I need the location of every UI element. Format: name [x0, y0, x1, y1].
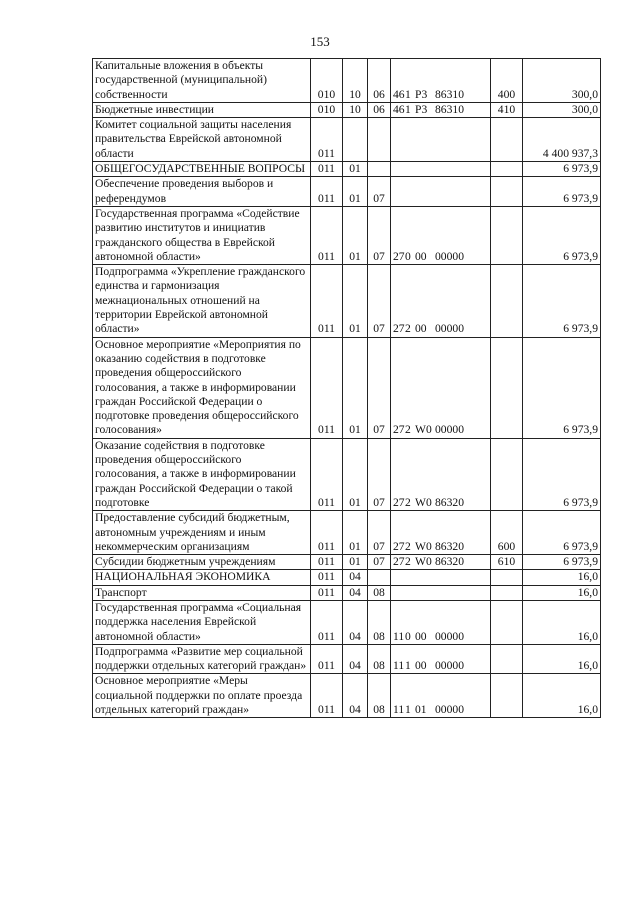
program-code: 27: [393, 249, 405, 263]
subsection-code: 06: [368, 102, 391, 117]
event-code: Р3: [415, 87, 428, 101]
program-code: 11: [393, 659, 405, 673]
expense-type-code: [491, 570, 523, 585]
event-code: W0: [415, 539, 432, 553]
expense-type-code: [491, 206, 523, 264]
ministry-code: 010: [311, 102, 343, 117]
subprogram-code: 1: [405, 659, 411, 673]
table-row: [93, 555, 601, 570]
ministry-code: 011: [311, 177, 343, 207]
row-name: Бюджетные инвестиции: [93, 102, 311, 117]
table-row: [93, 585, 601, 600]
amount: 6 973,9: [523, 206, 601, 264]
section-code: 01: [343, 555, 368, 570]
ministry-code: 011: [311, 337, 343, 438]
amount: 6 973,9: [523, 265, 601, 337]
row-name: Транспорт: [93, 585, 311, 600]
ministry-code: 011: [311, 644, 343, 674]
ministry-code: 011: [311, 674, 343, 718]
expense-type-code: [491, 438, 523, 510]
subsection-code: 08: [368, 600, 391, 644]
row-name: Основное мероприятие «Мероприятия по оказанию содействия в подготовке проведения общероссийского голосования, а также в информировании граждан Российской Федерации о подготовке проведения общероссийского голосования»: [93, 337, 311, 438]
expense-type-code: [491, 162, 523, 177]
target-article-code: [391, 555, 491, 570]
target-article-code: [391, 337, 491, 438]
section-code: 01: [343, 206, 368, 264]
section-code: 01: [343, 162, 368, 177]
direction-code: 00000: [435, 322, 464, 336]
target-article-code: [391, 162, 491, 177]
subsection-code: 08: [368, 585, 391, 600]
row-name: Основное мероприятие «Меры социальной поддержки по оплате проезда отдельных категорий граждан»: [93, 674, 311, 718]
table-row: [93, 570, 601, 585]
row-name: Государственная программа «Социальная поддержка населения Еврейской автономной области»: [93, 600, 311, 644]
amount: 6 973,9: [523, 438, 601, 510]
amount: 300,0: [523, 102, 601, 117]
ministry-code: 011: [311, 438, 343, 510]
subprogram-code: 1: [405, 87, 411, 101]
subsection-code: [368, 118, 391, 162]
program-code: 27: [393, 423, 405, 437]
section-code: 10: [343, 102, 368, 117]
event-code: W0: [415, 495, 432, 509]
direction-code: 00000: [435, 629, 464, 643]
amount: 16,0: [523, 644, 601, 674]
direction-code: 00000: [435, 659, 464, 673]
subsection-code: 08: [368, 644, 391, 674]
target-article-code: [391, 438, 491, 510]
amount: 6 973,9: [523, 177, 601, 207]
expense-type-code: [491, 265, 523, 337]
target-article-code: [391, 59, 491, 103]
event-code: 00: [415, 659, 427, 673]
direction-code: 86320: [435, 539, 464, 553]
expense-type-code: 610: [491, 555, 523, 570]
section-code: 01: [343, 511, 368, 555]
amount: 6 973,9: [523, 337, 601, 438]
subsection-code: 07: [368, 206, 391, 264]
ministry-code: 011: [311, 118, 343, 162]
section-code: 04: [343, 674, 368, 718]
row-name: Государственная программа «Содействие развитию институтов и инициатив гражданского общества в Еврейской автономной области»: [93, 206, 311, 264]
direction-code: 86310: [435, 102, 464, 116]
row-name: Оказание содействия в подготовке проведения общероссийского голосования, а также в информировании граждан Российской Федерации о такой подготовке: [93, 438, 311, 510]
table-row: [93, 102, 601, 117]
program-code: 46: [393, 102, 405, 116]
section-code: 04: [343, 644, 368, 674]
target-article-code: [391, 206, 491, 264]
expense-type-code: [491, 177, 523, 207]
subsection-code: 07: [368, 337, 391, 438]
section-code: 01: [343, 438, 368, 510]
row-name: Подпрограмма «Укрепление гражданского единства и гармонизация межнациональных отношений на территории Еврейской автономной области»: [93, 265, 311, 337]
program-code: 27: [393, 495, 405, 509]
expense-type-code: [491, 337, 523, 438]
section-code: 04: [343, 585, 368, 600]
ministry-code: 011: [311, 206, 343, 264]
budget-table: [92, 58, 601, 718]
program-code: 27: [393, 539, 405, 553]
amount: 6 973,9: [523, 555, 601, 570]
section-code: 04: [343, 570, 368, 585]
expense-type-code: [491, 600, 523, 644]
subprogram-code: 2: [405, 322, 411, 336]
page-number: 153: [310, 34, 330, 49]
row-name: Предоставление субсидий бюджетным, автономным учреждениям и иным некоммерческим организациям: [93, 511, 311, 555]
event-code: 01: [415, 703, 427, 717]
table-row: [93, 177, 601, 207]
program-code: 11: [393, 629, 405, 643]
direction-code: 86310: [435, 87, 464, 101]
amount: 16,0: [523, 600, 601, 644]
amount: 16,0: [523, 585, 601, 600]
subprogram-code: 1: [405, 703, 411, 717]
table-row: [93, 118, 601, 162]
program-code: 11: [393, 703, 405, 717]
ministry-code: 011: [311, 570, 343, 585]
amount: 6 973,9: [523, 162, 601, 177]
target-article-code: [391, 511, 491, 555]
target-article-code: [391, 102, 491, 117]
program-code: 27: [393, 322, 405, 336]
target-article-code: [391, 600, 491, 644]
section-code: 10: [343, 59, 368, 103]
row-name: Комитет социальной защиты населения правительства Еврейской автономной области: [93, 118, 311, 162]
amount: 300,0: [523, 59, 601, 103]
subprogram-code: 0: [405, 249, 411, 263]
subsection-code: 07: [368, 438, 391, 510]
section-code: 04: [343, 600, 368, 644]
table-row: [93, 644, 601, 674]
direction-code: 00000: [435, 249, 464, 263]
subsection-code: [368, 162, 391, 177]
row-name: НАЦИОНАЛЬНАЯ ЭКОНОМИКА: [93, 570, 311, 585]
amount: 16,0: [523, 674, 601, 718]
subsection-code: 07: [368, 555, 391, 570]
subsection-code: 08: [368, 674, 391, 718]
ministry-code: 010: [311, 59, 343, 103]
event-code: 00: [415, 629, 427, 643]
program-code: 46: [393, 87, 405, 101]
subprogram-code: 2: [405, 423, 411, 437]
subprogram-code: 1: [405, 102, 411, 116]
table-row: [93, 59, 601, 103]
expense-type-code: [491, 585, 523, 600]
event-code: W0: [415, 555, 432, 569]
target-article-code: [391, 118, 491, 162]
section-code: 01: [343, 265, 368, 337]
ministry-code: 011: [311, 511, 343, 555]
subsection-code: 07: [368, 511, 391, 555]
direction-code: 86320: [435, 495, 464, 509]
section-code: 01: [343, 177, 368, 207]
event-code: 00: [415, 322, 427, 336]
subsection-code: 07: [368, 265, 391, 337]
table-row: [93, 600, 601, 644]
expense-type-code: [491, 644, 523, 674]
target-article-code: [391, 177, 491, 207]
expense-type-code: 600: [491, 511, 523, 555]
target-article-code: [391, 674, 491, 718]
amount: 16,0: [523, 570, 601, 585]
section-code: 01: [343, 337, 368, 438]
subprogram-code: 0: [405, 629, 411, 643]
amount: 4 400 937,3: [523, 118, 601, 162]
direction-code: 86320: [435, 555, 464, 569]
ministry-code: 011: [311, 265, 343, 337]
subprogram-code: 2: [405, 495, 411, 509]
expense-type-code: 400: [491, 59, 523, 103]
table-row: [93, 438, 601, 510]
event-code: 00: [415, 249, 427, 263]
table-row: [93, 265, 601, 337]
expense-type-code: [491, 674, 523, 718]
amount: 6 973,9: [523, 511, 601, 555]
event-code: W0: [415, 423, 432, 437]
subsection-code: 06: [368, 59, 391, 103]
ministry-code: 011: [311, 585, 343, 600]
subprogram-code: 2: [405, 539, 411, 553]
row-name: Капитальные вложения в объекты государственной (муниципальной) собственности: [93, 59, 311, 103]
table-row: [93, 674, 601, 718]
target-article-code: [391, 585, 491, 600]
row-name: ОБЩЕГОСУДАРСТВЕННЫЕ ВОПРОСЫ: [93, 162, 311, 177]
target-article-code: [391, 570, 491, 585]
ministry-code: 011: [311, 555, 343, 570]
subsection-code: 07: [368, 177, 391, 207]
ministry-code: 011: [311, 600, 343, 644]
subsection-code: [368, 570, 391, 585]
target-article-code: [391, 265, 491, 337]
table-row: [93, 206, 601, 264]
direction-code: 00000: [435, 703, 464, 717]
subprogram-code: 2: [405, 555, 411, 569]
table-row: [93, 162, 601, 177]
target-article-code: [391, 644, 491, 674]
program-code: 27: [393, 555, 405, 569]
row-name: Подпрограмма «Развитие мер социальной поддержки отдельных категорий граждан»: [93, 644, 311, 674]
event-code: Р3: [415, 102, 428, 116]
table-row: [93, 511, 601, 555]
direction-code: 00000: [435, 423, 464, 437]
ministry-code: 011: [311, 162, 343, 177]
section-code: [343, 118, 368, 162]
table-row: [93, 337, 601, 438]
expense-type-code: [491, 118, 523, 162]
row-name: Субсидии бюджетным учреждениям: [93, 555, 311, 570]
row-name: Обеспечение проведения выборов и референдумов: [93, 177, 311, 207]
expense-type-code: 410: [491, 102, 523, 117]
